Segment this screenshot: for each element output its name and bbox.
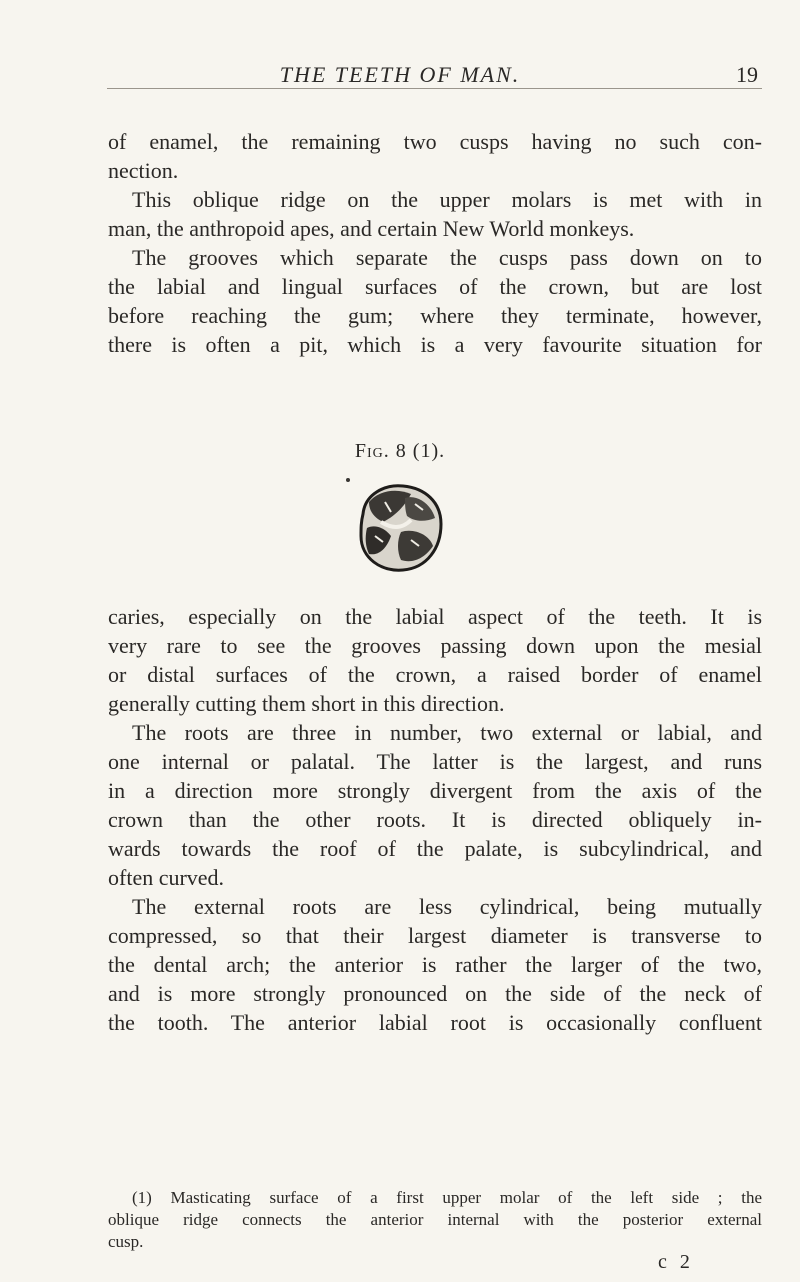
paragraph-6 [108, 892, 762, 1037]
text-line: in a direction more strongly divergent from the axis of the [108, 778, 762, 803]
footnote-line: oblique ridge connects the anterior internal with the posterior external [108, 1210, 762, 1229]
figure-note-ref: (1). [412, 440, 446, 462]
text-line: the labial and lingual surfaces of the crown, but are lost [108, 274, 762, 299]
paragraph-5 [108, 718, 762, 892]
text-line: there is often a pit, which is a very favourite situation for [108, 332, 762, 357]
text-line: The external roots are less cylindrical, being mutually [132, 894, 762, 919]
text-line: crown than the other roots. It is directed obliquely in- [108, 807, 762, 832]
text-line: The roots are three in number, two external or labial, and [132, 720, 762, 745]
text-line: very rare to see the grooves passing down upon the mesial [108, 633, 762, 658]
text-line: generally cutting them short in this direction. [108, 691, 505, 716]
paragraph-1 [108, 127, 762, 185]
text-line: man, the anthropoid apes, and certain New World monkeys. [108, 216, 635, 241]
text-line: one internal or palatal. The latter is the largest, and runs [108, 749, 762, 774]
text-line: or distal surfaces of the crown, a raised border of enamel [108, 662, 762, 687]
text-line: and is more strongly pronounced on the side of the neck of [108, 981, 762, 1006]
text-line: compressed, so that their largest diameter is transverse to [108, 923, 762, 948]
running-title: THE TEETH OF MAN. [279, 62, 521, 87]
paragraph-4 [108, 602, 762, 718]
footnote [108, 1187, 762, 1253]
text-line: The grooves which separate the cusps pass down on to [132, 245, 762, 270]
dot-mark [346, 478, 350, 482]
molar-illustration [345, 472, 455, 582]
text-line: before reaching the gum; where they terminate, however, [108, 303, 762, 328]
text-line: often curved. [108, 865, 225, 890]
text-line: the tooth. The anterior labial root is occasionally confluent [108, 1010, 762, 1035]
footnote-line: cusp. [108, 1232, 144, 1251]
page-number: 19 [736, 62, 758, 87]
figure-caption [0, 440, 800, 463]
text-line: the dental arch; the anterior is rather the larger of the two, [108, 952, 762, 977]
text-line: wards towards the roof of the palate, is subcylindrical, and [108, 836, 762, 861]
paragraph-3 [108, 243, 762, 359]
text-line: This oblique ridge on the upper molars is met with in [132, 187, 762, 212]
header-rule [107, 88, 762, 89]
paragraph-2 [108, 185, 762, 243]
footnote-line: (1) Masticating surface of a first upper molar of the left side ; the [132, 1188, 762, 1207]
running-head [0, 60, 800, 100]
text-line: nection. [108, 158, 179, 183]
text-line: caries, especially on the labial aspect of the teeth. It is [108, 604, 762, 629]
figure-label: Fig. 8 [354, 440, 407, 462]
signature-mark: c 2 [658, 1251, 694, 1273]
text-line: of enamel, the remaining two cusps having no such con- [108, 129, 762, 154]
